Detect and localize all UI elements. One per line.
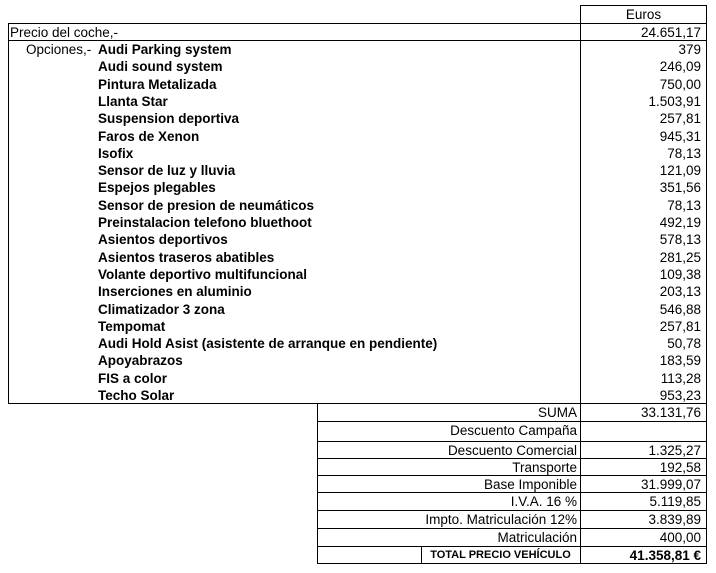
- option-value: 50,78: [667, 336, 701, 352]
- option-value: 109,38: [659, 266, 701, 282]
- option-value: 546,88: [659, 301, 701, 317]
- option-name: Audi Parking system: [98, 42, 232, 57]
- option-value: 203,13: [659, 284, 701, 300]
- option-value: 578,13: [659, 232, 701, 248]
- option-name: Preinstalacion telefono bluethoot: [98, 215, 312, 230]
- summary-label: Descuento Comercial: [447, 443, 577, 458]
- option-value: 78,13: [667, 197, 701, 213]
- summary-value: 5.119,85: [649, 494, 701, 509]
- base-price-value: 24.651,17: [640, 25, 701, 40]
- option-value: 953,23: [659, 388, 701, 403]
- summary-label: Transporte: [512, 460, 577, 475]
- option-name: Inserciones en aluminio: [98, 284, 252, 300]
- option-value: 113,28: [660, 370, 701, 386]
- total-label: TOTAL PRECIO VEHÍCULO: [430, 549, 571, 561]
- option-name: Sensor de presion de neumáticos: [98, 197, 315, 213]
- option-name: Faros de Xenon: [98, 128, 200, 144]
- summary-label: Matriculación: [497, 530, 577, 545]
- option-value: 257,81: [659, 318, 701, 334]
- option-name: Suspension deportiva: [98, 111, 240, 127]
- option-value: 183,59: [659, 353, 701, 369]
- option-name: Pintura Metalizada: [98, 76, 217, 92]
- summary-value: 1.325,27: [648, 443, 701, 458]
- option-value: 121,09: [659, 163, 701, 179]
- total-value: 41.358,81 €: [629, 548, 701, 563]
- summary-value: 31.999,07: [640, 477, 701, 492]
- summary-value: 33.131,76: [640, 405, 701, 420]
- option-name: Volante deportivo multifuncional: [98, 266, 308, 282]
- options-label: Opciones,-: [26, 42, 92, 57]
- option-value: 750,00: [659, 76, 701, 92]
- option-name: Asientos traseros abatibles: [98, 249, 275, 265]
- option-name: Sensor de luz y lluvia: [98, 163, 236, 179]
- option-value: 351,56: [659, 180, 701, 196]
- summary-label: Impto. Matriculación 12%: [425, 512, 577, 527]
- option-name: Audi Hold Asist (asistente de arranque en pendiente): [98, 336, 438, 352]
- summary-value: 3.839,89: [648, 512, 701, 527]
- option-name: Apoyabrazos: [98, 353, 183, 369]
- option-value: 945,31: [659, 128, 701, 144]
- summary-label: Base Imponible: [483, 477, 577, 492]
- option-value: 492,19: [659, 215, 701, 230]
- euros-header: Euros: [625, 7, 662, 22]
- option-value: 379: [678, 42, 701, 57]
- summary-value: 400,00: [659, 530, 701, 545]
- summary-label: SUMA: [537, 405, 577, 420]
- option-name: Tempomat: [98, 318, 166, 334]
- option-value: 78,13: [667, 145, 701, 161]
- option-value: 257,81: [659, 111, 701, 127]
- base-price-label: Precio del coche,-: [10, 25, 119, 40]
- summary-value: 192,58: [659, 460, 701, 475]
- option-value: 281,25: [659, 249, 701, 265]
- option-name: Techo Solar: [98, 388, 175, 403]
- option-value: 1.503,91: [648, 93, 701, 109]
- summary-label: Descuento Campaña: [450, 423, 577, 438]
- option-name: Llanta Star: [98, 93, 168, 109]
- summary-label: I.V.A. 16 %: [510, 494, 577, 509]
- option-value: 246,09: [659, 59, 701, 75]
- option-name: Isofix: [98, 145, 134, 161]
- option-name: Asientos deportivos: [98, 232, 228, 248]
- option-name: Espejos plegables: [98, 180, 216, 196]
- option-name: FIS a color: [98, 370, 168, 386]
- option-name: Audi sound system: [98, 59, 223, 75]
- option-name: Climatizador 3 zona: [98, 301, 225, 317]
